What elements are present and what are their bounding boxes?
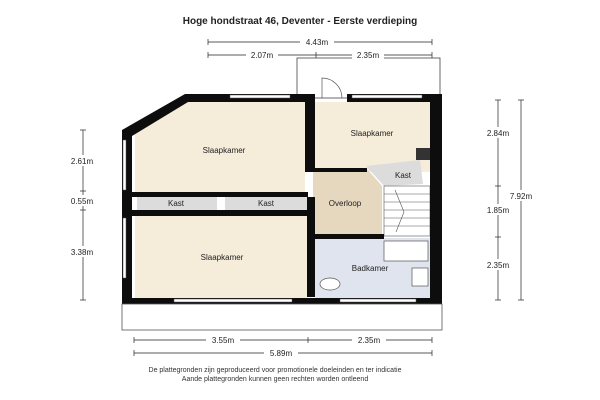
label-badkamer: Badkamer [351, 264, 389, 273]
dim-left-bottom: 3.38m [70, 248, 94, 257]
dim-right-mid: 1.85m [486, 206, 510, 215]
floorplan-title: Hoge hondstraat 46, Deventer - Eerste verdieping [182, 16, 418, 27]
dim-left-mid: 0.55m [70, 197, 94, 206]
dim-right-total: 7.92m [509, 192, 533, 201]
label-kast-mid: Kast [257, 199, 275, 208]
label-kast-right: Kast [394, 171, 412, 180]
label-slaapkamer-top-left: Slaapkamer [202, 146, 246, 155]
balcony-outline [297, 58, 440, 98]
disclaimer [0, 366, 550, 384]
door-swing-icon [322, 78, 342, 98]
sink-icon [412, 268, 428, 286]
staircase [384, 186, 430, 236]
label-overloop: Overloop [328, 199, 362, 208]
base-outline [122, 304, 442, 330]
dim-bottom-right: 2.35m [357, 336, 381, 345]
dim-right-bottom: 2.35m [486, 261, 510, 270]
dim-bottom-total: 5.89m [269, 349, 293, 358]
dim-top-right: 2.35m [356, 51, 380, 60]
disclaimer-line-1: De plattegronden zijn geproduceerd voor promotionele doeleinden en ter indicatie [148, 367, 402, 374]
dim-top-total: 4.43m [305, 38, 329, 47]
disclaimer-line-2: Aande plattegronden kunnen geen rechten worden ontleend [181, 376, 369, 383]
label-kast-left: Kast [167, 199, 185, 208]
label-slaapkamer-top-right: Slaapkamer [350, 129, 394, 138]
dark-block [416, 148, 430, 160]
toilet-icon [320, 278, 340, 290]
dim-top-left: 2.07m [250, 51, 274, 60]
dim-right-top: 2.84m [486, 129, 510, 138]
dim-left-top: 2.61m [70, 157, 94, 166]
dim-bottom-left: 3.55m [211, 336, 235, 345]
label-slaapkamer-bottom-left: Slaapkamer [200, 253, 244, 262]
bathtub-icon [384, 241, 428, 261]
